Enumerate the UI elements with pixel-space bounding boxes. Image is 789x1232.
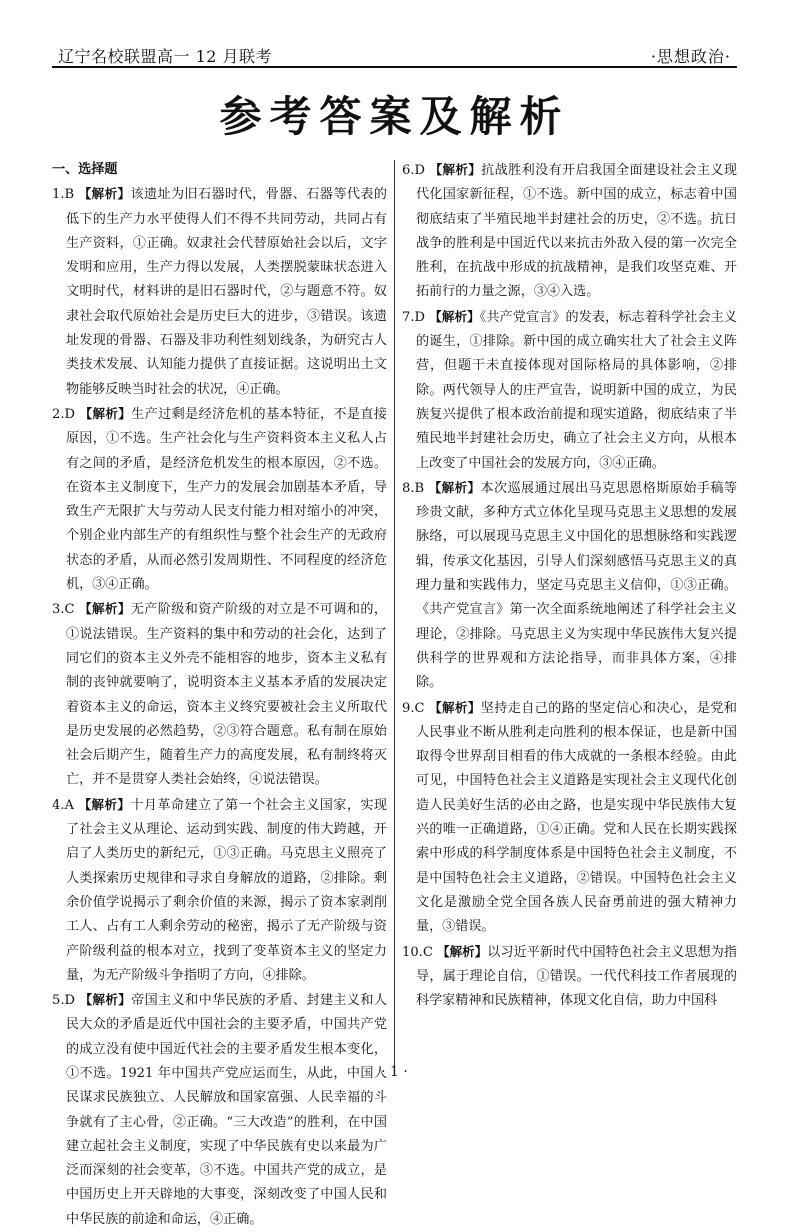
answer-item-3 [52,597,387,792]
answer-text: 以习近平新时代中国特色社会主义思想为指导，属于理论自信，①错误。一代代科技工作者展现的科学家精神和民族精神，体现文化自信，助力中国科 [416,944,737,1009]
analysis-tag: 【解析】 [79,601,131,617]
answer-number: 8.B [402,480,425,496]
analysis-tag: 【解析】 [79,405,132,421]
page-header [52,40,737,68]
subject-name: ·思想政治· [650,47,731,66]
section-title: 一、选择题 [52,162,118,177]
analysis-tag: 【解析】 [429,699,481,715]
answer-item-4 [52,793,387,988]
answer-item-8 [402,476,737,696]
page-title: 参考答案及解析 [219,92,570,141]
answer-item-9 [402,696,737,940]
answer-item-1 [52,182,387,402]
answer-item-2 [52,402,387,597]
analysis-tag: 【解析】 [79,992,132,1008]
answer-item-6 [402,158,737,305]
analysis-tag: 【解析】 [78,796,131,812]
answer-text: 十月革命建立了第一个社会主义国家，实现了社会主义从理论、运动到实践、制度的伟大跨越，开启了人类历史的新纪元，①③正确。马克思主义照亮了人类探索历史规律和寻求自身解放的道路，②排除。剩余价值学说揭示了剩余价值的来源，揭示了资本家剥削工人、占有工人剩余劳动的秘密，揭示了无产阶级与资产阶级利益的根本对立，找到了变革资本主义的坚定力量，为无产阶级斗争指明了方向，④排除。 [66,797,387,983]
analysis-tag: 【解析】 [429,308,480,324]
exam-name: 辽宁名校联盟高一 12 月联考 [58,47,273,66]
answer-number: 1.B [52,187,75,203]
answer-number: 10.C [402,944,433,960]
answer-number: 6.D [402,163,425,178]
answer-number: 3.C [52,602,75,618]
analysis-tag: 【解析】 [78,186,131,202]
answer-text: 本次巡展通过展出马克思恩格斯原始手稿等珍贵文献，多种方式立体化呈现马克思主义思想的发展脉络，可以展现马克思主义中国化的思想脉络和实践逻辑，传承文化基因，引导人们深刻感悟马克思主义的真理力量和实践伟力，坚定马克思主义信仰，①③正确。《共产党宣言》第一次全面系统地阐述了科学社会主义理论，②排除。马克思主义为实现中华民族伟大复兴提供科学的世界观和方法论指导，而非具体方案，④排除。 [416,480,737,691]
answer-number: 2.D [52,406,75,422]
answer-number: 7.D [402,309,425,325]
answer-item-5 [52,988,387,1232]
answer-text: 该遗址为旧石器时代，骨器、石器等代表的低下的生产力水平使得人们不得不共同劳动，共同占有生产资料，①正确。奴隶社会代替原始社会以后，文字发明和应用，生产力得以发展，人类摆脱蒙昧状态进入文明时代，材料讲的是旧石器时代，②与题意不符。奴隶社会取代原始社会是历史巨大的进步，③错误。该遗址发现的骨器、石器及非功利性刻划线条，为研究古人类技术发展、认知能力提供了直接证据。这说明出土文物能够反映当时社会的状况，④正确。 [66,187,387,397]
analysis-tag: 【解析】 [429,162,482,177]
answer-number: 9.C [402,700,425,716]
column-divider [394,160,395,1070]
answer-item-7 [402,305,737,476]
answer-text: 生产过剩是经济危机的基本特征，不是直接原因，①不选。生产社会化与生产资料资本主义私人占有之间的矛盾，是经济危机发生的根本原因，②不选。在资本主义制度下，生产力的发展会加剧基本矛盾，导致生产无限扩大与劳动人民支付能力相对缩小的冲突，个别企业内部生产的有组织性与整个社会生产的无政府状态的矛盾，从而必然引发周期性、不同程度的经济危机，③④正确。 [66,406,387,593]
analysis-tag: 【解析】 [428,479,481,495]
answer-text: 无产阶级和资产阶级的对立是不可调和的，①说法错误。生产资料的集中和劳动的社会化，达到了同它们的资本主义外壳不能相容的地步，资本主义私有制的丧钟就要响了，说明资本主义基本矛盾的发展决定着资本主义的命运，资本主义终究要被社会主义所取代是历史发展的必然趋势，②③符合题意。私有制在原始社会后期产生，随着生产力的高度发展，私有制终将灭亡，并不是贯穿人类社会始终，④说法错误。 [66,602,387,788]
page-number: · 1 · [381,1064,408,1080]
analysis-tag: 【解析】 [437,943,488,959]
answer-number: 4.A [52,797,74,813]
answer-text: 坚持走自己的路的坚定信心和决心，是党和人民事业不断从胜利走向胜利的根本保证，也是新中国取得令世界刮目相看的伟大成就的一条根本经验。由此可见，中国特色社会主义道路是实现社会主义现代化创造人民美好生活的必由之路，也是实现中华民族伟大复兴的唯一正确道路，①④正确。党和人民在长期实践探索中形成的科学制度体系是中国特色社会主义制度，不是中国特色社会主义道路，②错误。中国特色社会主义文化是激励全党全国各族人民奋勇前进的强大精神力量，③错误。 [416,700,737,935]
answer-text: 帝国主义和中华民族的矛盾、封建主义和人民大众的矛盾是近代中国社会的主要矛盾，中国共产党的成立没有使中国近代社会的主要矛盾发生根本变化，①不选。1921 年中国共产党应运而生，从此，中国人民谋求民族独立、人民解放和国家富强、人民幸福的斗争就有了主心骨，②正确。“三大改造”的胜利，在中国建立起社会主义制度，实现了中华民族有史以来最为广泛而深刻的社会变革，③不选。中国共产党的成立，是中国历史上开天辟地的大事变，深刻改变了中国人民和中华民族的前途和命运，④正确。 [66,993,387,1227]
answer-item-10 [402,940,737,1014]
right-column [402,158,737,1013]
answer-text: 《共产党宣言》的发表，标志着科学社会主义的诞生，①排除。新中国的成立确实壮大了社会主义阵营，但题干未直接体现对国际格局的具体影响，②排除。两代领导人的庄严宣告，说明新中国的成立，为民族复兴提供了根本政治前提和现实道路，彻底结束了半殖民地半封建社会历史，确立了社会主义方向，从根本上改变了中国社会的发展方向，③④正确。 [416,309,737,471]
answer-number: 5.D [52,993,75,1009]
answer-text: 抗战胜利没有开启我国全面建设社会主义现代化国家新征程，①不选。新中国的成立，标志着中国彻底结束了半殖民地半封建社会的历史，②不选。抗日战争的胜利是中国近代以来抗击外敌入侵的第一次完全胜利，在抗战中形成的抗战精神，是我们攻坚克难、开拓前行的力量之源，③④入选。 [416,163,737,300]
